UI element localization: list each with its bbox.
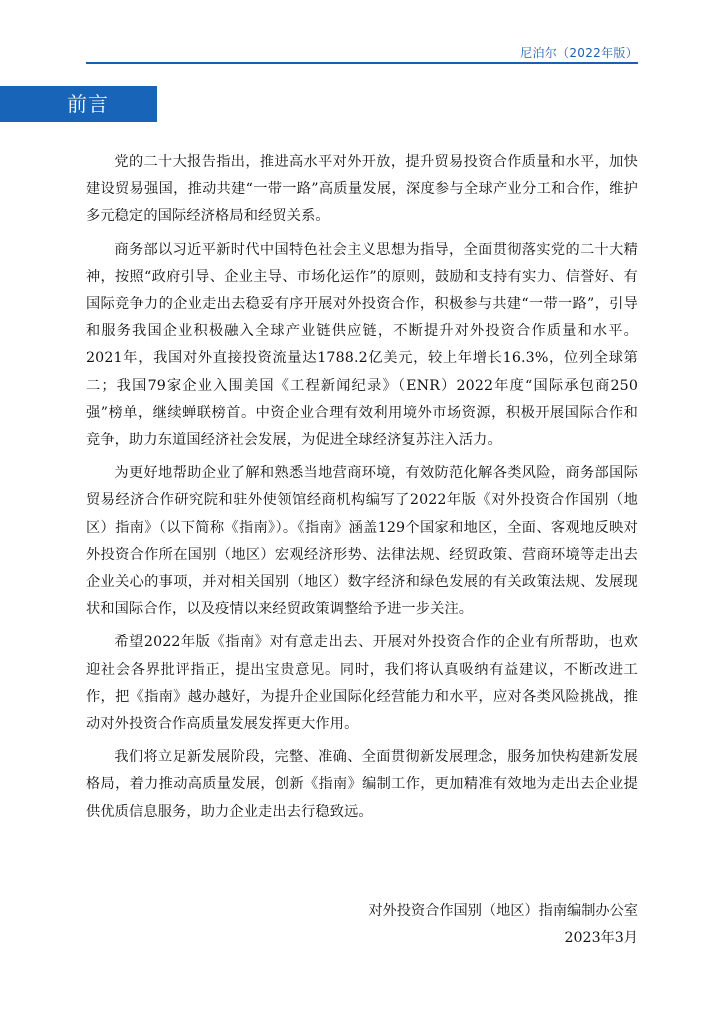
header-divider [86,62,638,64]
paragraph-3: 为更好地帮助企业了解和熟悉当地营商环境，有效防范化解各类风险，商务部国际贸易经济合作研究院和驻外使领馆经商机构编写了2022年版《对外投资合作国别（地区）指南》（以下简称《指南》）。《指南》涵盖129个国家和地区，全面、客观地反映对外投资合作所在国别（地区）宏观经济形势、法律法规、经贸政策、营商环境等走出去企业关心的事项，并对相关国别（地区）数字经济和绿色发展的有关政策法规、发展现状和国际合作，以及疫情以来经贸政策调整给予进一步关注。 [86,465,638,618]
signature-office: 对外投资合作国别（地区）指南编制办公室 [368,903,638,919]
running-header: 尼泊尔（2022年版） [520,46,638,60]
paragraph-1: 党的二十大报告指出，推进高水平对外开放，提升贸易投资合作质量和水平，加快建设贸易强国，推动共建“一带一路”高质量发展，深度参与全球产业分工和合作，维护多元稳定的国际经济格局和经贸关系。 [86,154,638,225]
signature-block [368,898,638,952]
section-title: 前言 [67,92,109,116]
paragraph-5: 我们将立足新发展阶段，完整、准确、全面贯彻新发展理念，服务加快构建新发展格局，着力推动高质量发展，创新《指南》编制工作，更加精准有效地为走出去企业提供优质信息服务，助力企业走出去行稳致远。 [86,749,638,820]
paragraph-2: 商务部以习近平新时代中国特色社会主义思想为指导，全面贯彻落实党的二十大精神，按照“政府引导、企业主导、市场化运作”的原则，鼓励和支持有实力、信誉好、有国际竞争力的企业走出去稳妥有序开展对外投资合作，积极参与共建“一带一路”，引导和服务我国企业积极融入全球产业链供应链，不断提升对外投资合作质量和水平。2021年，我国对外直接投资流量达1788.2亿美元，较上年增长16.3%，位列全球第二；我国79家企业入围美国《工程新闻纪录》（ENR）2022年度“国际承包商250强”榜单，继续蝉联榜首。中资企业合理有效利用境外市场资源，积极开展国际合作和竞争，助力东道国经济社会发展，为促进全球经济复苏注入活力。 [86,241,638,449]
paragraph-4: 希望2022年版《指南》对有意走出去、开展对外投资合作的企业有所帮助，也欢迎社会各界批评指正，提出宝贵意见。同时，我们将认真吸纳有益建议，不断改进工作，把《指南》越办越好，为提升企业国际化经营能力和水平，应对各类风险挑战，推动对外投资合作高质量发展发挥更大作用。 [86,634,638,733]
signature-date: 2023年3月 [564,930,638,946]
preface-body [86,149,638,832]
